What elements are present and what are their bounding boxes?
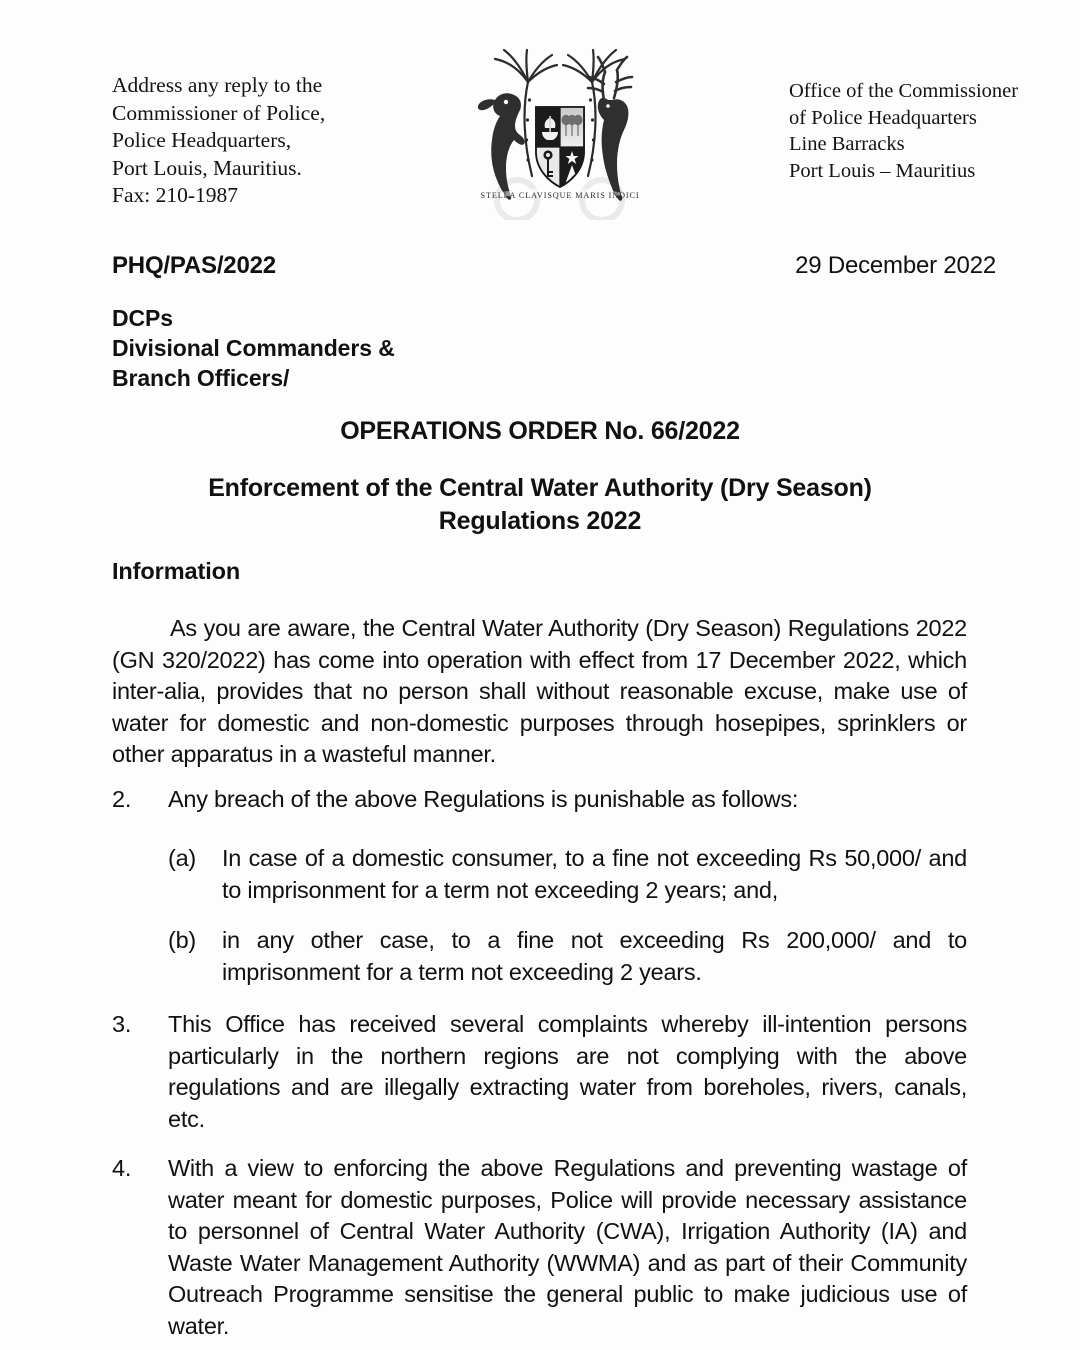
paragraph-3-marker: 3. xyxy=(112,1011,132,1037)
office-address-line: Line Barracks xyxy=(789,133,905,155)
reference-number: PHQ/PAS/2022 xyxy=(112,252,276,279)
paragraph-2 xyxy=(112,784,967,816)
return-address-line: Police Headquarters, xyxy=(112,128,292,152)
addressee-line: DCPs xyxy=(112,305,173,331)
office-address-line: of Police Headquarters xyxy=(789,106,977,129)
paragraph-4-text: With a view to enforcing the above Regulations and preventing wastage of water meant for domestic purposes, Police will provide necessary assistance to personnel of Central Water Authority (CWA), Irrigation Authority (IA) and Waste Water Management Authority (WWMA) and as part of their Community Outreach Programme sensitise the general public to make judicious use of water. xyxy=(168,1155,967,1339)
sub-item-a-marker: (a) xyxy=(168,845,196,871)
reference-row xyxy=(0,252,1080,286)
paragraph-2-marker: 2. xyxy=(112,786,132,812)
addressee-line: Branch Officers/ xyxy=(112,365,290,391)
return-address-block xyxy=(112,72,442,210)
paragraph-2-text: Any breach of the above Regulations is punishable as follows: xyxy=(168,786,799,812)
coat-of-arms-icon xyxy=(462,48,658,220)
dodo-figure xyxy=(478,93,525,200)
sub-item-a xyxy=(168,843,967,906)
office-address-line: Port Louis – Mauritius xyxy=(789,159,976,182)
document-date: 29 December 2022 xyxy=(795,252,996,279)
page-title: OPERATIONS ORDER No. 66/2022 xyxy=(340,417,740,445)
paragraph-1: As you are aware, the Central Water Authority (Dry Season) Regulations 2022 (GN 320/2022) has come into operation with effect from 17 December 2022, which inter-alia, provides that no person shall without reasonable excuse, make use of water for domestic and non-domestic purposes through hosepipes, sprinklers or other apparatus in a wasteful manner. xyxy=(112,615,967,767)
paragraph-4-marker: 4. xyxy=(112,1155,132,1181)
addressee-line: Divisional Commanders & xyxy=(112,335,395,361)
return-address-fax: Fax: 210-1987 xyxy=(112,183,239,207)
addressee-block xyxy=(112,303,395,393)
subject-title: Enforcement of the Central Water Authority (Dry Season) Regulations 2022 xyxy=(208,474,872,535)
return-address-line: Address any reply to the xyxy=(112,73,323,97)
shield xyxy=(536,107,584,189)
letterhead xyxy=(0,0,1080,225)
return-address-line: Commissioner of Police, xyxy=(112,100,326,125)
paragraph-3 xyxy=(112,1009,967,1135)
return-address-line: Port Louis, Mauritius. xyxy=(112,155,302,180)
sub-item-b-text: in any other case, to a fine not exceeding Rs 200,000/ and to imprisonment for a term not exceeding 2 years. xyxy=(222,927,967,985)
section-heading-information: Information xyxy=(112,558,241,584)
sub-item-b xyxy=(168,925,967,988)
paragraph-3-text: This Office has received several complaints whereby ill-intention persons particularly in the northern regions are not complying with the above regulations and are illegally extracting water from boreholes, rivers, canals, etc. xyxy=(168,1011,967,1132)
sub-item-a-text: In case of a domestic consumer, to a fine not exceeding Rs 50,000/ and to imprisonment for a term not exceeding 2 years; and, xyxy=(222,845,967,903)
office-address-line: Office of the Commissioner xyxy=(789,80,1019,102)
sub-item-b-marker: (b) xyxy=(168,927,196,953)
motto-text: STELLA CLAVISQUE MARIS INDICI xyxy=(480,191,640,200)
paragraph-4 xyxy=(112,1153,967,1342)
office-address-block xyxy=(789,78,1057,184)
